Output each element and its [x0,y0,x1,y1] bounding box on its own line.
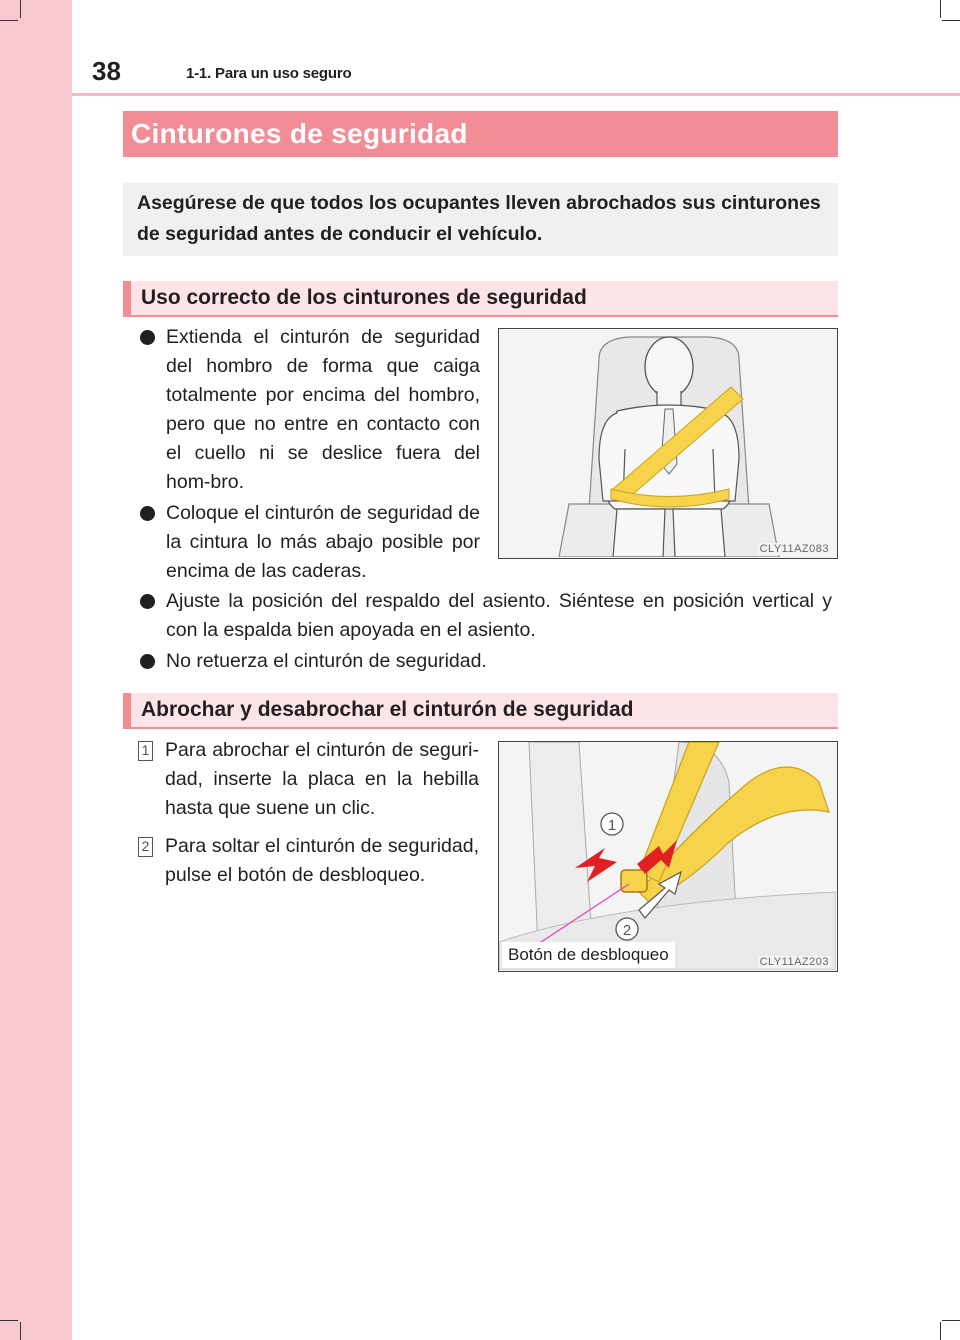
figure-code: CLY11AZ083 [759,543,829,555]
crop-mark [20,1322,21,1340]
bullet-icon [140,594,155,609]
intro-text: Asegúrese de que todos los ocupantes lleven abrochados sus cinturones de seguridad antes de conducir el vehículo. [137,192,821,245]
crop-mark [0,1320,18,1321]
callout-2: 2 [622,922,632,939]
page-number: 38 [92,56,121,86]
header-divider [72,93,960,96]
page-title: Cinturones de seguridad [131,118,468,149]
bullet-icon [140,654,155,669]
list-item-text: Ajuste la posición del respaldo del asiento. Siéntese en posición vertical y con la espalda bien apoyada en el asiento. [166,590,832,641]
seated-occupant-illustration [499,329,836,557]
section-breadcrumb: 1-1. Para un uso seguro [186,65,352,82]
bullet-icon [140,330,155,345]
list-item-text: Para abrochar el cinturón de seguri-dad, inserte la placa en la hebilla hasta que suene un clic. [165,739,479,819]
list-item-text: Extienda el cinturón de seguridad del hombro de forma que caiga totalmente por encima del hombro, pero que no entre en contacto con el cuello ni se deslice fuera del hom-bro. [166,326,480,493]
section-heading-text: Uso correcto de los cinturones de seguridad [141,286,587,309]
figure-code: CLY11AZ203 [759,956,829,968]
section-heading-text: Abrochar y desabrochar el cinturón de seguridad [141,698,634,721]
crop-mark [20,0,21,18]
step-number: 1 [138,741,153,761]
figure-buckle [498,741,838,972]
side-tab [0,0,72,1340]
intro-box [123,183,838,256]
crop-mark [940,0,941,18]
crop-mark [0,20,18,21]
page-title-band [123,111,838,157]
section-heading-fasten [123,693,838,729]
crop-mark [942,1320,960,1321]
release-button-label: Botón de desbloqueo [502,942,675,968]
callout-1: 1 [607,817,617,834]
buckle-illustration [499,742,836,970]
section-heading-correct-use [123,281,838,317]
crop-mark [942,20,960,21]
list-item-text: Para soltar el cinturón de seguridad, pulse el botón de desbloqueo. [165,835,479,886]
figure-seated-occupant [498,328,838,559]
bullet-icon [140,506,155,521]
crop-mark [940,1322,941,1340]
step-number: 2 [138,837,153,857]
list-item-text: No retuerza el cinturón de seguridad. [166,650,487,672]
list-item-text: Coloque el cinturón de seguridad de la cintura lo más abajo posible por encima de las caderas. [166,502,480,582]
